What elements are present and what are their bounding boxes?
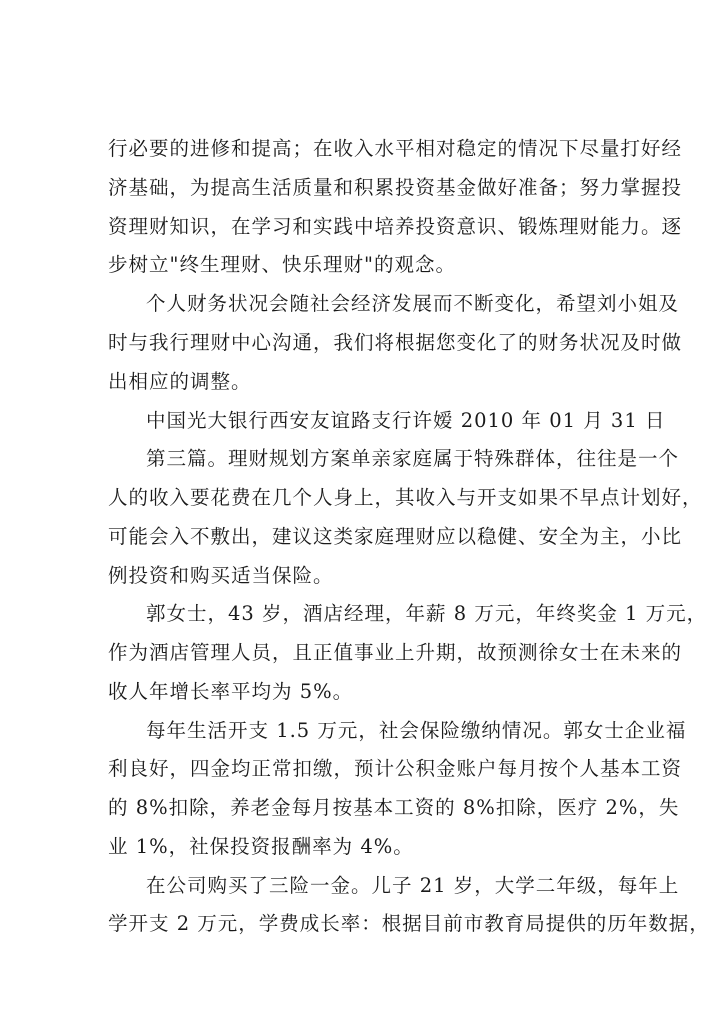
paragraph-first-line: 在公司购买了三险一金。儿子 21 岁，大学二年级，每年上 [146,874,680,897]
text-line: 作为酒店管理人员，且正值事业上升期，故预测徐女士在未来的 [108,641,683,664]
paragraph-first-line: 郭女士，43 岁，酒店经理，年薪 8 万元，年终奖金 1 万元， [146,602,708,625]
text-line: 人的收入要花费在几个人身上，其收入与开支如果不早点计划好， [108,486,703,509]
text-line: 的 8%扣除，养老金每月按基本工资的 8%扣除，医疗 2%，失 [108,796,680,819]
text-line: 时与我行理财中心沟通，我们将根据您变化了的财务状况及时做 [108,331,683,354]
text-line: 收人年增长率平均为 5%。 [108,680,354,703]
text-line: 学开支 2 万元，学费成长率：根据目前市教育局提供的历年数据， [108,912,710,935]
text-line: 利良好，四金均正常扣缴，预计公积金账户每月按个人基本工资 [108,757,683,780]
text-line: 可能会入不敷出，建议这类家庭理财应以稳健、安全为主，小比 [108,525,683,548]
text-line: 业 1%，社保投资报酬率为 4%。 [108,835,414,858]
text-line: 济基础，为提高生活质量和积累投资基金做好准备；努力掌握投 [108,176,683,199]
text-line: 出相应的调整。 [108,370,252,393]
section-heading-line: 第三篇。理财规划方案单亲家庭属于特殊群体，往往是一个 [146,447,680,470]
text-line: 步树立"终生理财、快乐理财"的观念。 [108,253,456,276]
text-line: 资理财知识，在学习和实践中培养投资意识、锻炼理财能力。逐 [108,215,683,238]
signature-line: 中国光大银行西安友谊路支行许嫒 2010 年 01 月 31 日 [146,409,666,432]
paragraph-first-line: 每年生活开支 1.5 万元，社会保险缴纳情况。郭女士企业福 [146,719,687,742]
paragraph-first-line: 个人财务状况会随社会经济发展而不断变化，希望刘小姐及 [146,292,680,315]
text-line: 例投资和购买适当保险。 [108,564,334,587]
text-line: 行必要的进修和提高；在收入水平相对稳定的情况下尽量打好经 [108,137,683,160]
